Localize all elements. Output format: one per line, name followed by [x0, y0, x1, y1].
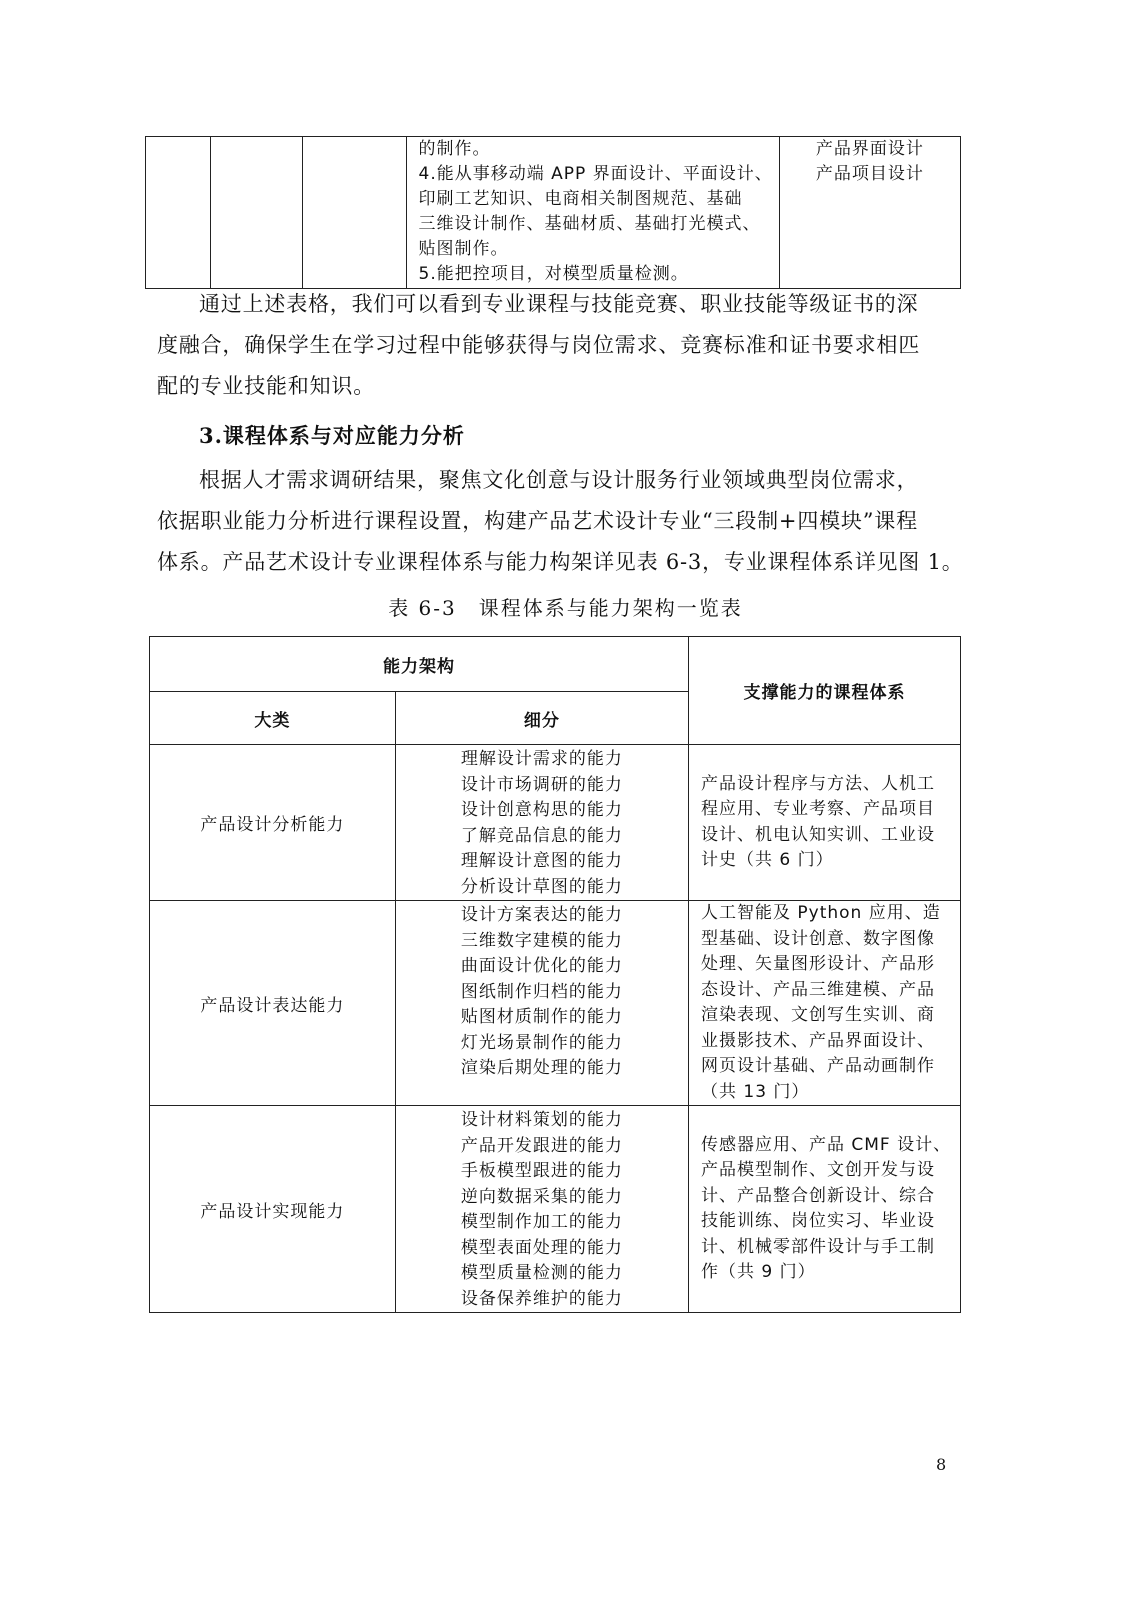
course-line: 程应用、专业考察、产品项目 [700, 799, 935, 819]
course-line: 渲染表现、文创写生实训、商 [700, 1005, 935, 1025]
course-line: 作（共 9 门） [700, 1262, 816, 1282]
empty-cell [302, 137, 406, 289]
detail-cell [395, 1106, 688, 1313]
requirement-line: 4.能从事移动端 APP 界面设计、平面设计、 [418, 164, 773, 184]
header-supporting-courses: 支撑能力的课程体系 [688, 637, 960, 745]
detail-item: 模型质量检测的能力 [460, 1263, 623, 1283]
course-line: 计史（共 6 门） [700, 850, 834, 870]
courses-cell [688, 1106, 960, 1313]
curriculum-ability-table [149, 636, 961, 1313]
course-line: 人工智能及 Python 应用、造 [700, 903, 941, 923]
table-row [150, 1106, 961, 1313]
detail-item: 渲染后期处理的能力 [460, 1058, 623, 1078]
course-line: 计、机械零部件设计与手工制 [700, 1236, 935, 1257]
detail-item: 手板模型跟进的能力 [460, 1161, 623, 1181]
course-line: 技能训练、岗位实习、毕业设 [700, 1211, 935, 1231]
requirement-line: 三维设计制作、基础材质、基础打光模式、 [418, 214, 761, 234]
detail-cell [395, 901, 688, 1106]
course-line: 传感器应用、产品 CMF 设计、 [700, 1134, 952, 1155]
table-caption: 表 6-3 课程体系与能力架构一览表 [388, 596, 743, 620]
intro-paragraph [157, 460, 967, 583]
category-cell: 产品设计分析能力 [150, 745, 396, 901]
detail-cell [395, 745, 688, 901]
courses-cell [688, 901, 960, 1106]
paragraph-line: 根据人才需求调研结果，聚焦文化创意与设计服务行业领域典型岗位需求， [199, 468, 919, 492]
course-line: 态设计、产品三维建模、产品 [700, 979, 935, 1000]
course-line: 产品设计程序与方法、人机工 [700, 773, 935, 794]
course-line: 产品模型制作、文创开发与设 [700, 1160, 935, 1180]
course-line: 处理、矢量图形设计、产品形 [700, 954, 935, 974]
category-cell: 产品设计实现能力 [150, 1106, 396, 1313]
table-row [150, 901, 961, 1106]
requirement-line: 的制作。 [418, 139, 491, 159]
table-row [150, 745, 961, 901]
header-category: 大类 [150, 692, 396, 745]
empty-cell [146, 137, 211, 289]
summary-paragraph [157, 284, 967, 407]
detail-item: 模型制作加工的能力 [460, 1212, 623, 1232]
detail-item: 设备保养维护的能力 [460, 1288, 623, 1309]
courses-cell [688, 745, 960, 901]
detail-item: 图纸制作归档的能力 [460, 981, 623, 1002]
course-line: 产品项目设计 [815, 164, 924, 184]
header-ability-architecture: 能力架构 [150, 637, 689, 692]
detail-item: 理解设计意图的能力 [460, 851, 623, 871]
detail-item: 逆向数据采集的能力 [460, 1186, 623, 1207]
related-courses-cell [779, 137, 960, 289]
course-line: 产品界面设计 [815, 139, 924, 159]
course-line: （共 13 门） [700, 1081, 810, 1102]
paragraph-line: 度融合，确保学生在学习过程中能够获得与岗位需求、竞赛标准和证书要求相匹 [157, 333, 920, 357]
course-line: 业摄影技术、产品界面设计、 [700, 1030, 935, 1051]
ability-requirements-cell [406, 137, 779, 289]
detail-item: 灯光场景制作的能力 [460, 1032, 623, 1053]
detail-item: 曲面设计优化的能力 [460, 956, 623, 976]
page-number: 8 [936, 1455, 947, 1474]
section-heading: 3.课程体系与对应能力分析 [199, 423, 465, 448]
detail-item: 分析设计草图的能力 [460, 876, 623, 897]
requirement-line: 贴图制作。 [418, 239, 509, 259]
detail-item: 设计材料策划的能力 [460, 1110, 623, 1130]
detail-item: 产品开发跟进的能力 [460, 1135, 623, 1156]
paragraph-line: 配的专业技能和知识。 [157, 374, 375, 398]
detail-item: 设计方案表达的能力 [460, 905, 623, 925]
category-cell: 产品设计表达能力 [150, 901, 396, 1106]
detail-item: 三维数字建模的能力 [460, 930, 623, 951]
empty-cell [211, 137, 302, 289]
header-detail: 细分 [395, 692, 688, 745]
paragraph-line: 体系。产品艺术设计专业课程体系与能力构架详见表 6-3，专业课程体系详见图 1。 [157, 550, 964, 574]
detail-item: 贴图材质制作的能力 [460, 1007, 623, 1027]
detail-item: 了解竞品信息的能力 [460, 825, 623, 846]
course-line: 网页设计基础、产品动画制作 [700, 1056, 935, 1076]
course-line: 型基础、设计创意、数字图像 [700, 928, 935, 949]
requirement-line: 5.能把控项目，对模型质量检测。 [418, 264, 689, 284]
paragraph-line: 通过上述表格，我们可以看到专业课程与技能竞赛、职业技能等级证书的深 [199, 292, 919, 316]
detail-item: 设计创意构思的能力 [460, 800, 623, 820]
continuation-table [145, 136, 961, 289]
detail-item: 理解设计需求的能力 [460, 749, 623, 769]
requirement-line: 印刷工艺知识、电商相关制图规范、基础 [418, 189, 743, 209]
course-line: 设计、机电认知实训、工业设 [700, 824, 935, 845]
detail-item: 模型表面处理的能力 [460, 1237, 623, 1258]
course-line: 计、产品整合创新设计、综合 [700, 1185, 935, 1206]
detail-item: 设计市场调研的能力 [460, 774, 623, 795]
paragraph-line: 依据职业能力分析进行课程设置，构建产品艺术设计专业“三段制+四模块”课程 [157, 509, 918, 533]
